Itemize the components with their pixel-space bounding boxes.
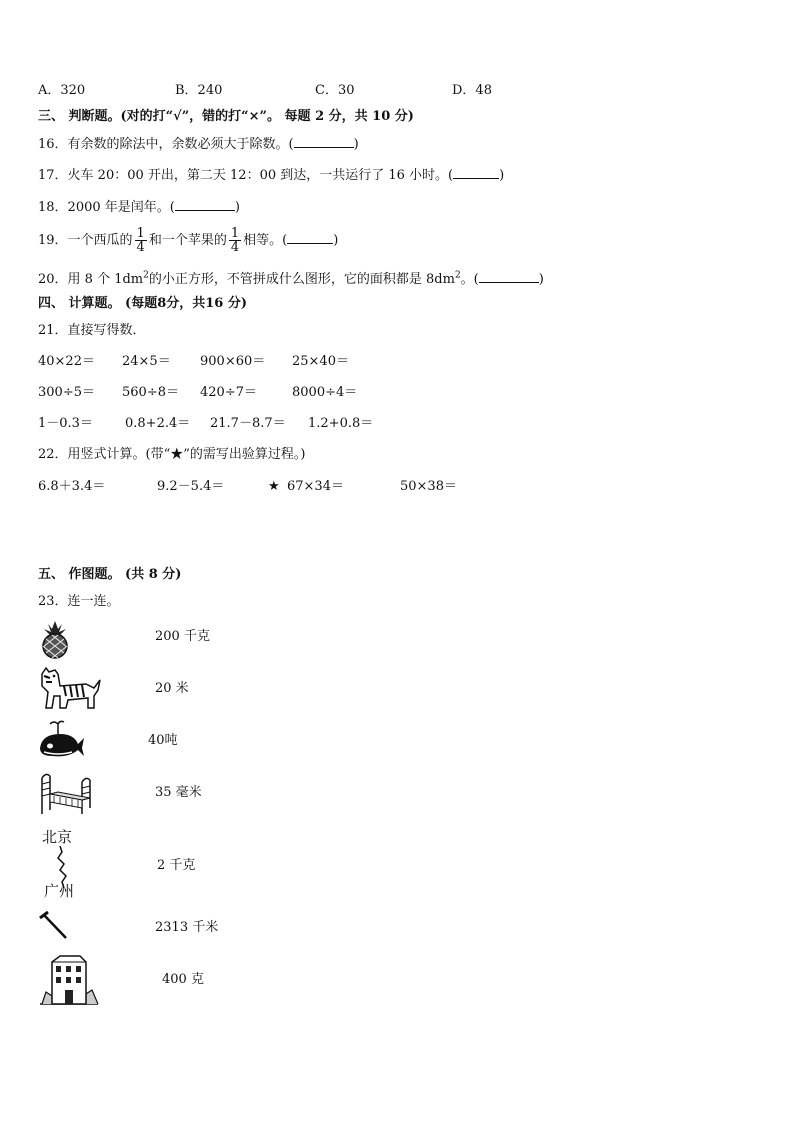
choice-c: C．30 (315, 83, 355, 98)
question-16-text: 16．有余数的除法中，余数必须大于除数。( (38, 137, 294, 152)
calc-item: 1－0.3＝ (38, 416, 93, 431)
question-19-mid: 和一个苹果的 (148, 233, 227, 248)
calc-item: 0.8+2.4＝ (125, 416, 191, 431)
question-21-text: 21．直接写得数． (38, 323, 146, 338)
choice-b: B．240 (175, 83, 223, 98)
question-19 (38, 226, 338, 256)
tiger-icon (38, 666, 102, 710)
answer-blank-18[interactable] (175, 198, 235, 211)
star-icon: ★ (268, 479, 280, 494)
vertical-calc-item: 50×38＝ (400, 479, 457, 494)
section-5-title: 五、 作图题。 (共 8 分) (38, 567, 182, 582)
question-17-text: 17．火车 20：00 开出，第二天 12：00 到达，一共运行了 16 小时。( (38, 168, 454, 183)
calc-item: 24×5＝ (122, 354, 171, 369)
question-18-end: ) (234, 200, 240, 215)
match-label: 35 毫米 (155, 785, 202, 800)
calc-item: 25×40＝ (292, 354, 349, 369)
question-16 (38, 135, 359, 154)
calc-item: 560÷8＝ (122, 385, 179, 400)
question-19-post: 相等。( (243, 233, 288, 248)
match-label: 2 千克 (157, 858, 196, 873)
building-icon (38, 952, 100, 1006)
question-20-post: 。( (460, 272, 479, 287)
answer-blank-20[interactable] (479, 270, 539, 283)
pineapple-icon (38, 619, 72, 659)
choice-d: D．48 (452, 83, 492, 98)
calc-item: 8000÷4＝ (292, 385, 358, 400)
answer-blank-16[interactable] (294, 135, 354, 148)
fraction-one-quarter-2: $\frac{1}{4}$ (230, 226, 240, 255)
fraction-one-quarter: $\frac{1}{4}$ (136, 226, 145, 255)
whale-icon (38, 720, 86, 760)
choice-a: A．320 (38, 83, 86, 98)
match-label: 40吨 (148, 733, 178, 748)
question-17 (38, 166, 504, 185)
question-20: 20．用 8 个 $1dm^2$的小正方形，不管拼成什么图形，它的面积都是 $8dm^2$。( ) (38, 270, 544, 287)
calc-item: 420÷7＝ (200, 385, 257, 400)
calc-item: 40×22＝ (38, 354, 95, 369)
question-19-end: ) (333, 233, 339, 248)
map-label-guangzhou: 广州 (44, 882, 75, 900)
question-16-end: ) (353, 137, 359, 152)
calc-item: 300÷5＝ (38, 385, 95, 400)
calc-item: 21.7－8.7＝ (210, 416, 286, 431)
route-map-icon (38, 826, 88, 902)
match-label: 200 千克 (155, 629, 210, 644)
match-label: 20 米 (155, 681, 189, 696)
vertical-calc-item: 6.8＋3.4＝ (38, 479, 106, 494)
map-label-beijing: 北京 (42, 828, 73, 846)
vertical-calc-item: 67×34＝ (287, 479, 344, 494)
calc-item: 900×60＝ (200, 354, 266, 369)
question-23-text: 23．连一连。 (38, 594, 120, 609)
question-17-end: ) (499, 168, 505, 183)
section-3-title: 三、 判断题。(对的打“√”，错的打“×”。 每题 2 分，共 10 分) (38, 109, 414, 124)
calc-item: 1.2+0.8＝ (308, 416, 374, 431)
question-19-text: 19．一个西瓜的 (38, 233, 133, 248)
question-18-text: 18．2000 年是闰年。( (38, 200, 175, 215)
question-18 (38, 198, 240, 217)
bed-icon (38, 770, 94, 816)
section-4-title: 四、 计算题。 (每题8分，共16 分) (38, 296, 248, 311)
match-label: 2313 千米 (155, 920, 219, 935)
vertical-calc-item: 9.2－5.4＝ (157, 479, 225, 494)
question-20-mid: 的小正方形，不管拼成什么图形，它的面积都是 8dm (148, 272, 455, 287)
question-20-end: ) (538, 272, 544, 287)
answer-blank-17[interactable] (453, 166, 499, 179)
question-22-text: 22．用竖式计算。(带“★”的需写出验算过程。) (38, 447, 306, 462)
question-20-text: 20．用 8 个 1dm (38, 272, 144, 287)
nail-icon (38, 910, 70, 942)
match-label: 400 克 (162, 972, 204, 987)
answer-blank-19[interactable] (287, 231, 333, 244)
